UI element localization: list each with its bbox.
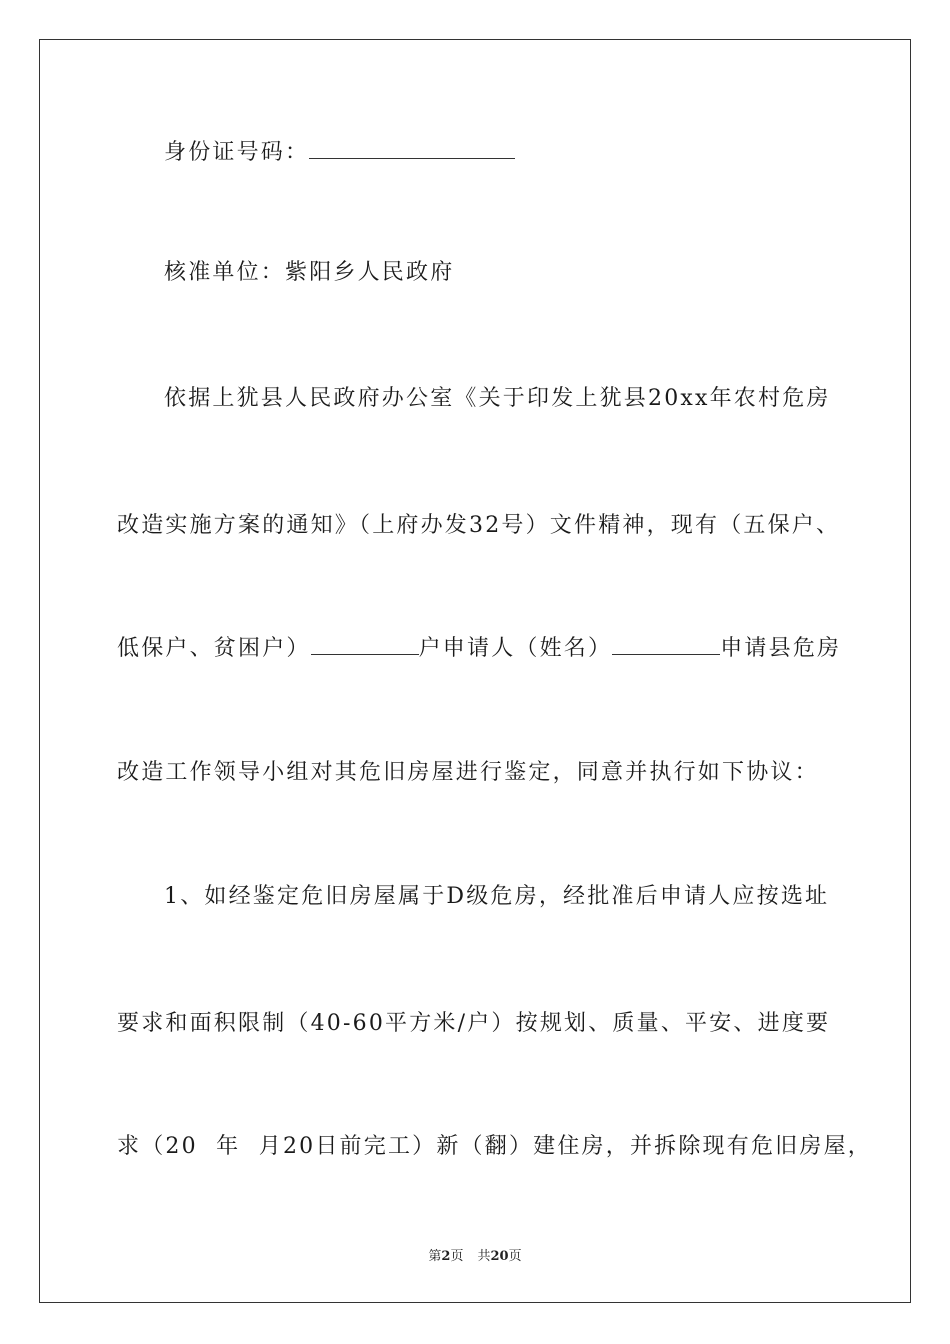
paragraph-line-7: 求（20 年 月20日前完工）新（翻）建住房，并拆除现有危旧房屋， bbox=[117, 1134, 872, 1159]
paragraph-line-5: 1、如经鉴定危旧房屋属于D级危房，经批准后申请人应按选址 bbox=[164, 884, 830, 909]
page-border bbox=[39, 39, 911, 1303]
household-count-blank[interactable] bbox=[311, 634, 419, 655]
paragraph-line-4: 改造工作领导小组对其危旧房屋进行鉴定，同意并执行如下协议： bbox=[117, 760, 819, 785]
applicant-line bbox=[117, 634, 842, 664]
id-number-blank[interactable] bbox=[309, 138, 515, 159]
page-footer bbox=[0, 1248, 950, 1266]
paragraph-line-2: 改造实施方案的通知》（上府办发32号）文件精神，现有（五保户、 bbox=[117, 513, 841, 538]
applicant-suffix: 申请县危房 bbox=[720, 636, 842, 661]
paragraph-line-6: 要求和面积限制（40-60平方米/户）按规划、质量、平安、进度要 bbox=[117, 1011, 831, 1036]
footer-page-prefix: 第 bbox=[428, 1249, 442, 1264]
applicant-prefix: 低保户、贫困户） bbox=[117, 636, 311, 661]
approver-line: 核准单位：紫阳乡人民政府 bbox=[164, 260, 455, 285]
applicant-name-blank[interactable] bbox=[612, 634, 720, 655]
paragraph-line-1: 依据上犹县人民政府办公室《关于印发上犹县20xx年农村危房 bbox=[164, 386, 831, 411]
footer-total-suffix: 页 bbox=[508, 1249, 522, 1264]
footer-page-current: 2 bbox=[441, 1249, 451, 1264]
applicant-middle: 户申请人（姓名） bbox=[418, 636, 613, 661]
footer-total-prefix: 共 bbox=[477, 1249, 491, 1264]
footer-page-suffix: 页 bbox=[450, 1249, 464, 1264]
footer-page-total: 20 bbox=[490, 1249, 509, 1264]
id-number-line bbox=[164, 138, 884, 168]
id-number-label: 身份证号码： bbox=[164, 140, 310, 165]
